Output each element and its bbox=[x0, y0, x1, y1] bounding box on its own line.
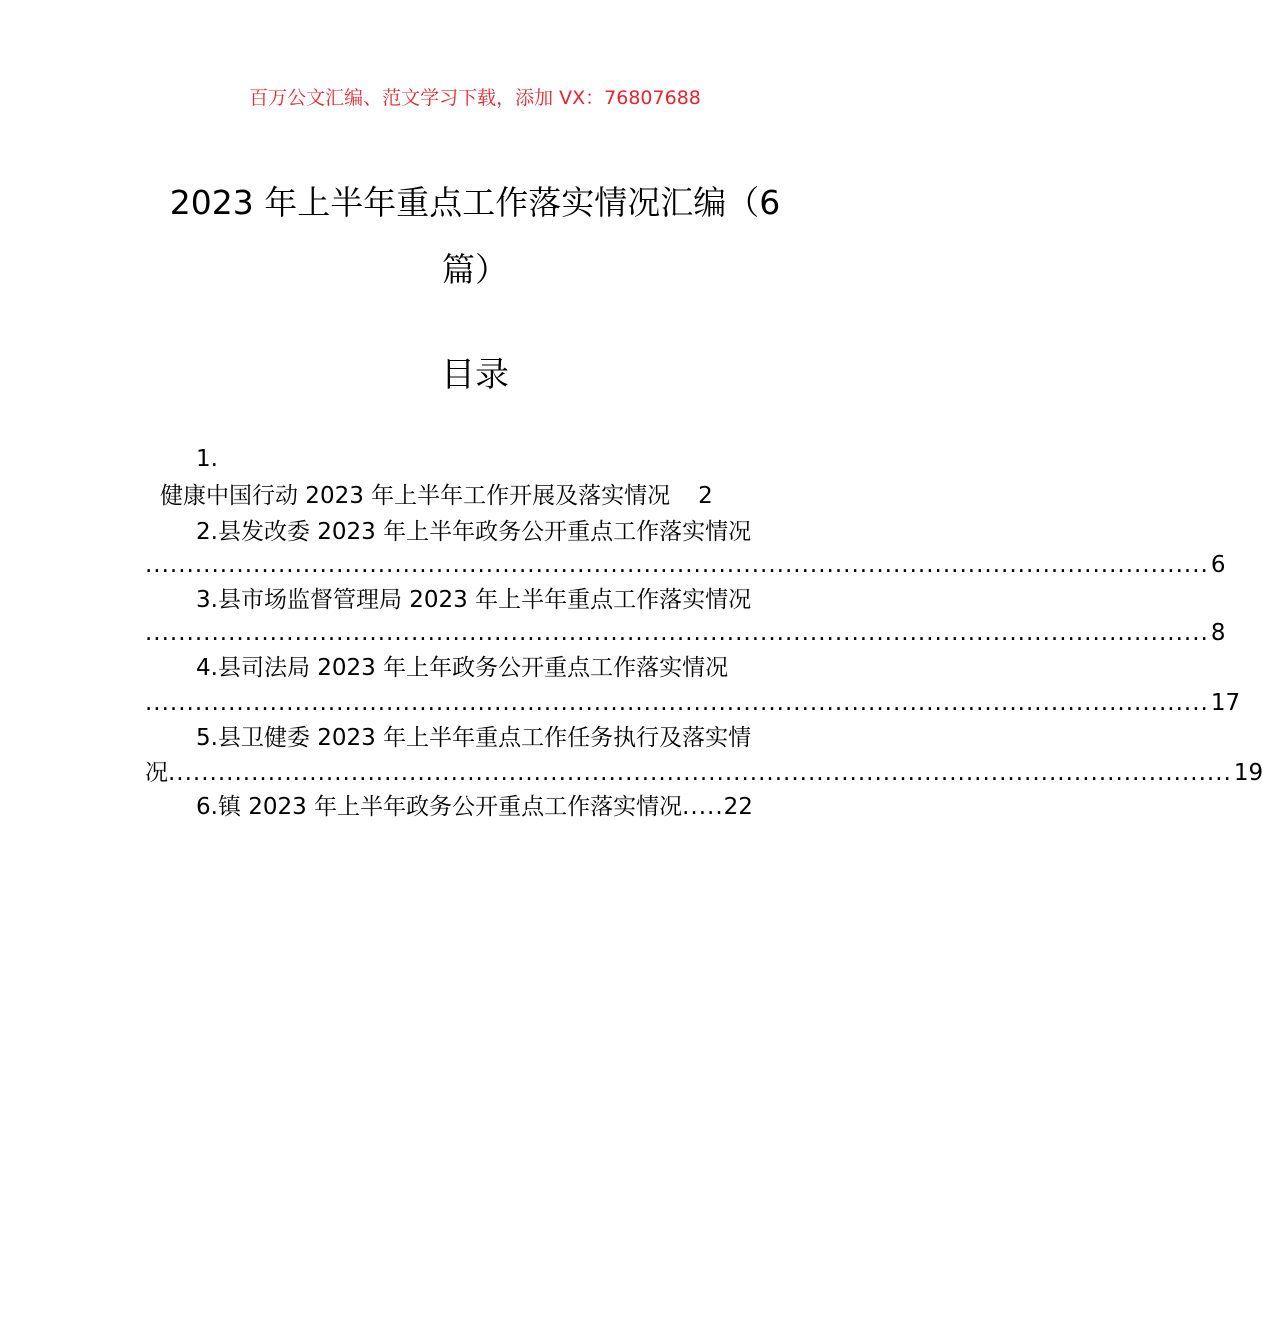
toc-entry-4-text[interactable]: 4.县司法局 2023 年上年政务公开重点工作落实情况 bbox=[196, 655, 729, 681]
toc-entry-1-number: 1. bbox=[196, 446, 218, 472]
toc-entry-2-page: 6 bbox=[1210, 552, 1226, 578]
toc-entry-6-page: 22 bbox=[723, 794, 753, 820]
toc-entry-3-leader bbox=[145, 616, 1226, 650]
toc-entry-1[interactable] bbox=[160, 479, 713, 513]
toc-entry-1-page: 2 bbox=[698, 483, 713, 509]
toc-entry-3-page: 8 bbox=[1210, 620, 1226, 646]
header-banner: 百万公文汇编、范文学习下载，添加 VX：76807688 bbox=[249, 87, 701, 109]
toc-entry-6-dots: ..... bbox=[682, 794, 724, 820]
toc-entry-2-text[interactable]: 2.县发改委 2023 年上半年政务公开重点工作落实情况 bbox=[196, 519, 752, 545]
toc-entry-6-text: 6.镇 2023 年上半年政务公开重点工作落实情况 bbox=[196, 794, 683, 820]
toc-entry-4-leader bbox=[145, 686, 1241, 720]
toc-entry-3-text[interactable]: 3.县市场监督管理局 2023 年上半年重点工作落实情况 bbox=[196, 587, 752, 613]
toc-entry-1-text: 健康中国行动 2023 年上半年工作开展及落实情况 bbox=[160, 483, 671, 509]
toc-entry-5-leader bbox=[145, 756, 1263, 790]
toc-entry-5-page: 19 bbox=[1233, 760, 1263, 786]
toc-entry-5-text[interactable]: 5.县卫健委 2023 年上半年重点工作任务执行及落实情 bbox=[196, 725, 752, 751]
toc-leader-dots: ................................................................................................................................ bbox=[145, 690, 1209, 716]
toc-entry-4-page: 17 bbox=[1210, 690, 1241, 716]
toc-leader-dots: ................................................................................................................................ bbox=[145, 552, 1209, 578]
toc-leader-dots: ................................................................................................................................ bbox=[145, 620, 1209, 646]
document-title-line-2: 篇） bbox=[442, 250, 508, 289]
document-title-line-1: 2023 年上半年重点工作落实情况汇编（6 bbox=[169, 183, 781, 222]
toc-entry-5-continuation: 况 bbox=[145, 760, 168, 786]
toc-leader-dots: ................................................................................................................................ bbox=[168, 760, 1232, 786]
toc-entry-6[interactable] bbox=[196, 790, 753, 824]
toc-entry-2-leader bbox=[145, 548, 1226, 582]
toc-heading: 目录 bbox=[441, 355, 509, 395]
